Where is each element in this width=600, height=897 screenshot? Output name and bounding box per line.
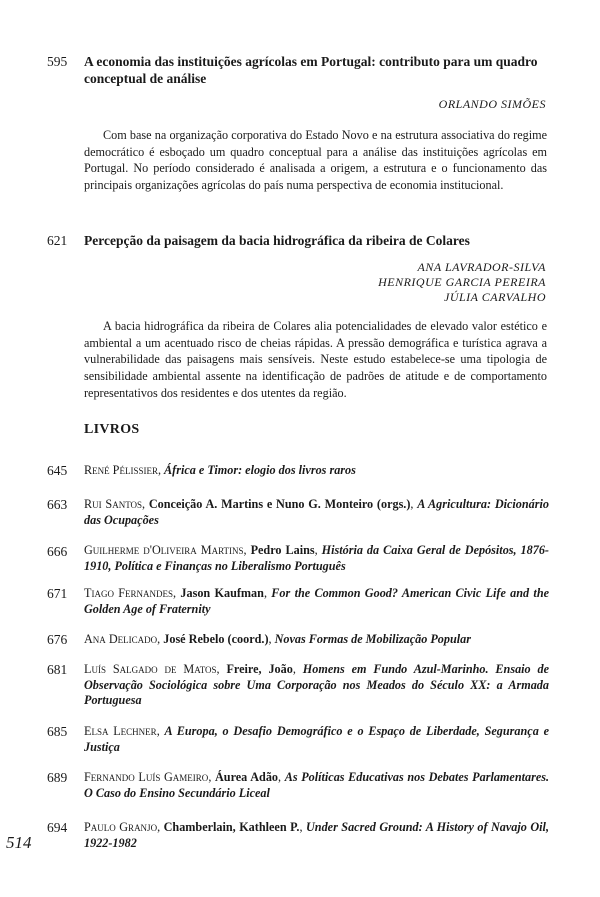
article-abstract: A bacia hidrográfica da ribeira de Colares alia potencialidades de elevado valor estético e ambiental a um acentuado risco de cheias rápidas. A pressão demográfica e turística agrava a vulnerabilidade das paisagens mais sensíveis. Neste estudo estabelece-se uma tipologia de sensibilidade ambiental assente na identificação de padrões de atitude e de comportamento representativos dos residentes e dos utentes da região. [84, 319, 547, 400]
book-reviewer: Paulo Granjo [84, 820, 158, 834]
book-entry: Elsa Lechner, A Europa, o Desafio Demográfico e o Espaço de Liberdade, Segurança e Justiça [84, 724, 549, 754]
book-reviewer: Rui Santos [84, 497, 143, 511]
book-title: Homens em Fundo Azul-Marinho. Ensaio de Observação Sociológica sobre Uma Corporação nos Meados do Século XX: a Armada Portuguesa [84, 662, 550, 707]
article-abstract: Com base na organização corporativa do Estado Novo e na estrutura associativa do regime democrático é esboçado um quadro conceptual para a análise das instituições agrícolas em Portugal. No período considerado é analisada a origem, a estrutura e o funcionamento das principais organizações agrícolas do país numa perspectiva de economia institucional. [84, 128, 547, 193]
book-authors: José Rebelo (coord.) [163, 632, 269, 646]
article-title: Percepção da paisagem da bacia hidrográfica da ribeira de Colares [84, 233, 470, 248]
book-title: As Políticas Educativas nos Debates Parlamentares. O Caso do Ensino Secundário Liceal [84, 770, 550, 800]
book-title: História da Caixa Geral de Depósitos, 1876-1910, Política e Finanças no Liberalismo Português [84, 543, 549, 573]
book-page-number: 671 [47, 586, 68, 601]
book-entry: Ana Delicado, José Rebelo (coord.), Novas Formas de Mobilização Popular [84, 632, 471, 646]
book-authors: Conceição A. Martins e Nuno G. Monteiro (orgs.) [148, 497, 411, 511]
book-reviewer: Guilherme d'Oliveira Martins [84, 543, 244, 557]
article-author: JÚLIA CARVALHO [444, 290, 546, 304]
book-entry: Fernando Luís Gameiro, Áurea Adão, As Políticas Educativas nos Debates Parlamentares. O Caso do Ensino Secundário Liceal [84, 770, 550, 800]
book-page-number: 645 [47, 463, 68, 478]
book-authors: Pedro Lains [250, 543, 315, 557]
book-entry: René Pélissier, África e Timor: elogio dos livros raros [84, 463, 356, 477]
page-folio: 514 [6, 833, 32, 852]
book-title: A Agricultura: Dicionário das Ocupações [84, 497, 550, 527]
book-page-number: 685 [47, 724, 68, 739]
book-page-number: 694 [47, 820, 68, 835]
book-page-number: 666 [47, 544, 68, 559]
book-entry: Luís Salgado de Matos, Freire, João, Homens em Fundo Azul-Marinho. Ensaio de Observação Sociológica sobre Uma Corporação nos Meados do Século XX: a Armada Portuguesa [84, 662, 550, 707]
book-title: Under Sacred Ground: A History of Navajo Oil, 1922-1982 [84, 820, 549, 850]
book-entry: Paulo Granjo, Chamberlain, Kathleen P., Under Sacred Ground: A History of Navajo Oil, 1922-1982 [84, 820, 549, 850]
book-reviewer: Elsa Lechner [84, 724, 157, 738]
book-entry: Tiago Fernandes, Jason Kaufman, For the Common Good? American Civic Life and the Golden Age of Fraternity [84, 586, 550, 616]
book-authors: Freire, João [226, 662, 293, 676]
book-entry: Rui Santos, Conceição A. Martins e Nuno G. Monteiro (orgs.), A Agricultura: Dicionário das Ocupações [84, 497, 550, 527]
section-heading: LIVROS [84, 422, 140, 437]
book-reviewer: Fernando Luís Gameiro [84, 770, 209, 784]
book-title: África e Timor: elogio dos livros raros [164, 463, 356, 477]
book-authors: Áurea Adão [215, 770, 279, 784]
book-page-number: 689 [47, 770, 68, 785]
book-authors: Chamberlain, Kathleen P. [163, 820, 300, 834]
book-entry: Guilherme d'Oliveira Martins, Pedro Lains, História da Caixa Geral de Depósitos, 1876-1910, Política e Finanças no Liberalismo Português [84, 543, 549, 573]
book-reviewer: Tiago Fernandes [84, 586, 174, 600]
book-title: A Europa, o Desafio Demográfico e o Espaço de Liberdade, Segurança e Justiça [84, 724, 549, 754]
article-title: A economia das instituições agrícolas em Portugal: contributo para um quadro conceptual de análise [84, 54, 538, 86]
book-page-number: 663 [47, 497, 68, 512]
article-page-number: 621 [47, 233, 68, 248]
article-page-number: 595 [47, 54, 68, 69]
book-page-number: 676 [47, 632, 68, 647]
article-author: ANA LAVRADOR-SILVA [417, 260, 546, 274]
book-reviewer: Luís Salgado de Matos [84, 662, 217, 676]
book-reviewer: Ana Delicado [84, 632, 158, 646]
book-title: For the Common Good? American Civic Life and the Golden Age of Fraternity [84, 586, 550, 616]
book-page-number: 681 [47, 662, 68, 677]
article-author: HENRIQUE GARCIA PEREIRA [378, 275, 546, 289]
book-reviewer: René Pélissier [84, 463, 158, 477]
book-title: Novas Formas de Mobilização Popular [274, 632, 471, 646]
book-authors: Jason Kaufman [180, 586, 264, 600]
article-author: ORLANDO SIMÕES [438, 97, 546, 111]
